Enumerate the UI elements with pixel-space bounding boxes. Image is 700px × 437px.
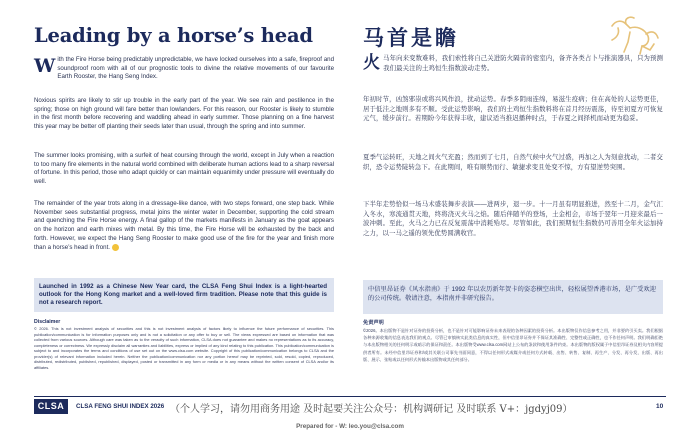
paragraph-cn-3: 夏季气运转旺，天地之间火气充盈；然而到了七月，自然气候中火气过盛，再加之人为刻意扰动，二者交织，恐令运势陡转急下。在此期间，唯有顺势而行、敏捷求变且处变不惊，方有望逆势突围。 [363, 154, 663, 171]
paragraph-cn-4: 下半年走势恰似一场马术盛装舞步表演——进两步，退一步。十一月虽有明显推进，然至十二月，金气汇入冬水，寒流通贯天地，终将浇灭火马之焰。随后伴随羊的登场，土金相会，市场于翌年一月迎来最后一波冲刺。至此，火马之力已在反复震荡中消耗殆尽。尽管如此，我们预期恒生指数仍可善用全年火运加持之力，以一马之遥的领先优势圆满收官。 [363, 201, 663, 237]
disclaimer-text-en: © 2026. This is not investment analysis of securities and this is not investment analysis of factors likely to influence the future performance of securities. This publication/communication is for information purposes only and is not a solicitation or any offer to buy or sell. The views expressed are based on information that was collected from various sources. Although care was taken as to the veracity of such information, CLSA does not guarantee and makes no representations as to its accuracy, completeness or correctness. We expressly disclaim all warranties and liabilities, express or implied of any kind relating to this publication. This publication/communication is subject to and incorporates the terms and conditions of use set out on the www.clsa.com website. Copyright of this publication/communication belongs to CLSA and the provider(s) of relevant information included herein. Neither the publication/communication nor any portion hereof may be reprinted, sold, resold, copied, reproduced, distributed, redistributed, published, republished, displayed, posted or transmitted in any form or media or in any means without the written consent of CLSA and/or its affiliates. [34, 326, 334, 370]
watermark-text: （个人学习，请勿用商务用途 及时起要关注公众号：机构调研记 及时联系 V+：jgdyj09） [170, 404, 573, 415]
note-text-en: Launched in 1992 as a Chinese New Year card, the CLSA Feng Shui Index is a light-hearted outlook for the Hong Kong market and a well-loved firm tradition. Please note that this guide is not a research report. [39, 283, 327, 306]
dropcap-cn: 火 [363, 53, 381, 73]
prepared-for-line: Prepared for - W: leo.you@clsa.com [296, 423, 404, 430]
note-text-cn: 中信里昂证券《风水指南》于 1992 年以农历新年贺卡的姿态横空出世，轻松展望香港市场，是广受欢迎的公司传统。敬请注意，本指南并非研究报告。 [368, 286, 656, 302]
note-box-en [34, 278, 334, 312]
footer-divider [34, 396, 666, 397]
disclaimer-title-en: Disclaimer [34, 319, 61, 325]
paragraph-cn-2: 年初时节，凶煞邪祟或将兴风作浪，扰动运势。春季多阴雨连绵，易滋生疫病；住在高处的人运势更佳，居于低洼之地则多有不顺。受此运势影响，我们的土鸡恒生指数料将在首月经历震荡，待至初夏方可恢复元气，缓步前行。若期盼今年获得丰收，建议适当推迟播种时点，于春夏之间择机而动更为稳妥。 [363, 96, 663, 123]
disclaimer-title-cn: 免责声明 [363, 320, 384, 326]
intro-paragraph-en: With the Fire Horse being predictably unpredictable, we have locked ourselves into a safe, fireproof and soundproof room with all of our prognostic tools to divine the relative movements of our favourite Earth Rooster, the Hang Seng Index. [34, 55, 334, 81]
intro-paragraph-cn: 火马年向来变数难料，我们索性将自己关进防火隔音的密室内，备齐各类占卜与推演器具，只为预测我们最关注的土鸡恒生指数波动走势。 [363, 53, 663, 73]
disclaimer-text-cn: ©2026。本出版物不是针对证券的投资分析，也不是针对可能影响证券未来表现的各种因素的投资分析。本出版物仅作信息参考之用，并非要约引买卖。我们根据各种来源收集的信息表达我们的观点。尽管已审慎核实此类信息的真实性，但中信里昂证券并不保证其准确性、完整性或正确性，也不作任何声明。我们明确拒绝与本出版物相关的任何明示或暗示的保证和责任。本出版物受www.clsa.com网站上公布的条款和使用条件约束。本出版物的版权属于中信里昂证券及相关内容所提供者所有。未经中信里昂证券和/或其关联公司事先书面同意，不得以任何形式或媒介或任何方式转载、出售、转售、复制、再生产、分发、再分发、出版、再出版、展示、张贴或以任何形式传输本出版物或其任何部分。 [363, 328, 663, 362]
paragraph-en-3: The summer looks promising, with a surfeit of heat coursing through the world, except in July when a reaction to too many fire elements in the natural world combined with deliberate human actions lead to a sharp reversal of fortune. In this period, those who adapt quickly or can maintain equanimity under pressure will eventually do well. [34, 152, 334, 186]
page-title-en: Leading by a horse’s head [34, 24, 313, 47]
page-title-cn: 马首是瞻 [363, 26, 459, 50]
horse-illustration [600, 14, 660, 58]
footer-title: CLSA FENG SHUI INDEX 2026 [76, 403, 165, 410]
paragraph-en-4: The remainder of the year trots along in a dressage-like dance, with two steps forward, one step back. While November sees substantial progress, metal joins the winter water in December, supporting the cold stream and quenching the Fire Horse energy. A final gallop of the markets manifests in January as the goat appears on the horizon and earth mixes with metal. By this time, the Fire Horse will be exhausted by the back and forth. However, we expect the Hang Seng Rooster to make good use of the fire for the year and finish more than a horse’s head in front. [34, 200, 334, 251]
clsa-logo: CLSA [34, 399, 68, 414]
dropcap-en: W [34, 55, 56, 77]
page-number: 10 [656, 403, 664, 410]
sun-icon [112, 244, 119, 251]
paragraph-en-2: Noxious spirits are likely to stir up trouble in the early part of the year. We see rain and pestilence in the spring; those on high ground will fare better than lowlanders. For this reason, our Rooster is likely to stumble in the first month before recovering and waddling ahead in early summer. Those planning on a fine harvest this year may be better off planting their seeds later than usual, through the spring and into summer. [34, 97, 334, 131]
note-box-cn [363, 280, 663, 314]
